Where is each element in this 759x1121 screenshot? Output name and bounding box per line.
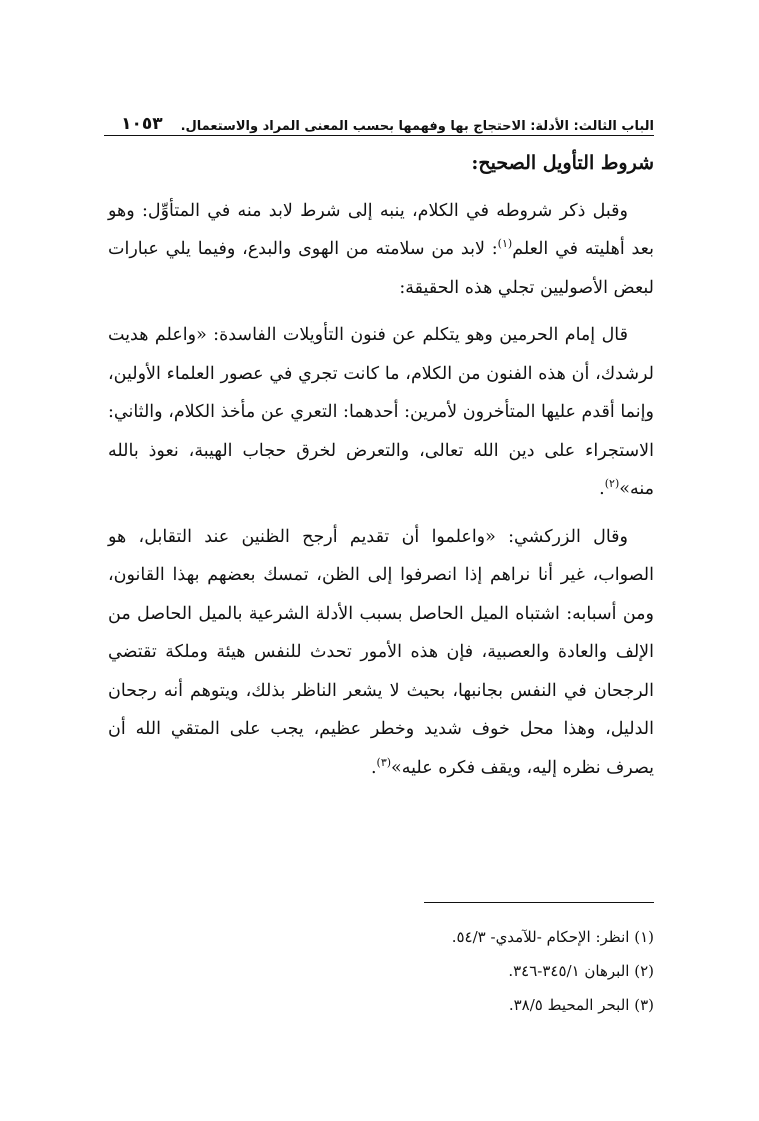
header-title: الباب الثالث: الأدلة: الاحتجاج بها وفهمها بحسب المعنى المراد والاستعمال. <box>180 119 654 134</box>
footnote-ref-1: (١) <box>497 237 513 251</box>
section-heading: شروط التأويل الصحيح: <box>471 152 654 174</box>
paragraph-3-end: . <box>370 757 377 778</box>
paragraph-2-end: . <box>599 479 605 499</box>
paragraph-3 <box>108 518 654 788</box>
footnote-3: (٣) البحر المحيط ٣٨/٥. <box>508 996 654 1014</box>
footnote-ref-2: (٢) <box>604 477 620 491</box>
running-header <box>104 108 654 134</box>
paragraph-1-continuation: : لابد من سلامته من الهوى والبدع، وفيما يلي عبارات لبعض الأصوليين تجلي هذه الحقيقة: <box>108 239 654 298</box>
paragraph-2 <box>108 316 654 509</box>
page-number: ١٠٥٣ <box>121 114 163 134</box>
footnote-ref-3: (٣) <box>376 755 392 769</box>
paragraph-1 <box>108 192 654 308</box>
paragraph-1-text: وقبل ذكر شروطه في الكلام، ينبه إلى شرط لابد منه في المتأوِّل: وهو بعد أهليته في العلم <box>108 200 654 259</box>
main-text <box>108 144 654 787</box>
footnotes <box>300 920 654 1022</box>
footnote-divider <box>424 902 654 903</box>
paragraph-3-text: وقال الزركشي: «واعلموا أن تقديم أرجح الظنين عند التقابل، هو الصواب، غير أنا نراهم إذا انصرفوا إلى الظن، تمسك بعضهم بهذا القانون، ومن أسبابه: اشتباه الميل الحاصل بسبب الأدلة الشرعية بالميل الحاصل من الإلف والعادة والعصبية، فإن هذه الأمور تحدث للنفس هيئة وملكة تقتضي الرجحان في النفس بجانبها، بحيث لا يشعر الناظر بذلك، ويتوهم أنه رجحان الدليل، وهذا محل خوف شديد وخطر عظيم، يجب على المتقي الله أن يصرف نظره إليه، ويقف فكره عليه» <box>108 526 654 778</box>
header-divider <box>104 135 654 136</box>
paragraph-2-text: قال إمام الحرمين وهو يتكلم عن فنون التأويلات الفاسدة: «واعلم هديت لرشدك، أن هذه الفنون من الكلام، ما كانت تجري في عصور العلماء الأولين، وإنما أقدم عليها المتأخرون لأمرين: أحدهما: التعري عن مأخذ الكلام، والثاني: الاستجراء على دين الله تعالى، والتعرض لخرق حجاب الهيبة، نعوذ بالله منه» <box>108 325 654 499</box>
footnote-2: (٢) البرهان ٣٤٥/١-٣٤٦. <box>508 962 654 980</box>
footnote-1: (١) انظر: الإحكام -للآمدي- ٥٤/٣. <box>451 928 654 946</box>
